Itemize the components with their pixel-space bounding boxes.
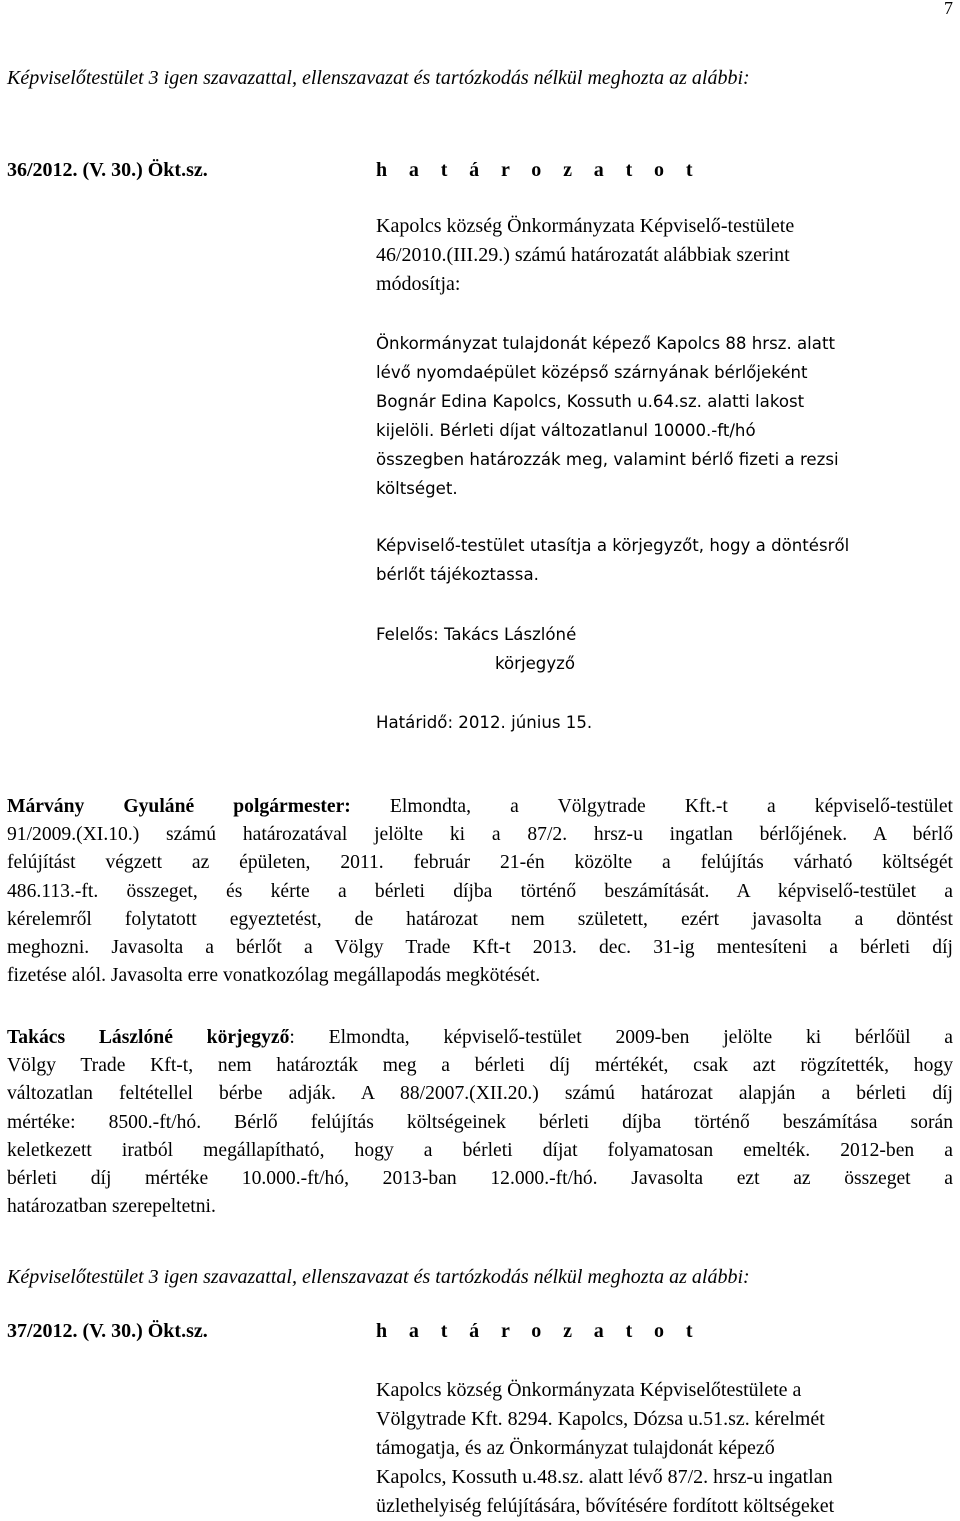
vote-statement: Képviselőtestület 3 igen szavazattal, ellenszavazat és tartózkodás nélkül meghozta az alábbi: <box>7 1266 750 1288</box>
resolution-heading: h a t á r o z a t o t <box>376 1320 701 1342</box>
responsible-person <box>376 620 954 678</box>
body-line: Völgytrade Kft. 8294. Kapolcs, Dózsa u.51.sz. kérelmét <box>376 1408 825 1430</box>
paragraph-line: mértéke: 8500.-ft/hó. Bérlő felújítás költségeinek bérleti díjba történő beszámítása során <box>7 1111 953 1133</box>
speaker-name: Takács Lászlóné körjegyző <box>7 1027 290 1048</box>
body-line: Bognár Edina Kapolcs, Kossuth u.64.sz. alatti lakost <box>376 392 805 411</box>
instruction-line: bérlőt tájékoztassa. <box>376 565 539 584</box>
paragraph-line: Völgy Trade Kft-t, nem határozták meg a bérleti díj mértékét, csak azt rögzítették, hogy <box>7 1055 953 1077</box>
resolution-number: 37/2012. (V. 30.) Ökt.sz. <box>7 1320 208 1342</box>
body-line: támogatja, és az Önkormányzat tulajdonát képező <box>376 1437 775 1459</box>
deadline <box>376 708 954 737</box>
body-line: kijelöli. Bérleti díjat változatlanul 10000.-ft/hó <box>376 421 756 440</box>
body-line: összegben határozzák meg, valamint bérlő fizeti a rezsi <box>376 450 839 469</box>
body-line: lévő nyomdaépület középső szárnyának bérlőjeként <box>376 363 808 382</box>
paragraph-line <box>7 793 953 821</box>
clerk-paragraph <box>7 1024 953 1221</box>
resolution-number: 36/2012. (V. 30.) Ökt.sz. <box>7 159 208 181</box>
responsible-role: körjegyző <box>495 654 576 673</box>
paragraph-line: felújítást végzett az épületen, 2011. február 21-én közölte a felújítás várható költségét <box>7 852 953 874</box>
paragraph-line: meghozni. Javasolta a bérlőt a Völgy Trade Kft-t 2013. dec. 31-ig mentesíteni a bérleti díj <box>7 937 953 959</box>
body-line: üzlethelyiség felújítására, bővítésére fordított költségeket <box>376 1495 835 1517</box>
deadline-text: Határidő: 2012. június 15. <box>376 713 593 732</box>
paragraph-line: bérleti díj mértéke 10.000.-ft/hó, 2013-ban 12.000.-ft/hó. Javasolta ezt az összeget a <box>7 1168 953 1190</box>
page-number: 7 <box>944 0 953 18</box>
intro-line: 46/2010.(III.29.) számú határozatát alábbiak szerint <box>376 244 790 266</box>
paragraph-line: kérelemről folytatott egyeztetést, de határozat nem született, ezért javasolta a döntést <box>7 908 953 930</box>
paragraph-line: keletkezett iratból megállapítható, hogy a bérleti díjat folyamatosan emelték. 2012-ben a <box>7 1139 953 1161</box>
resolution-instruction <box>376 531 954 589</box>
body-line: Önkormányzat tulajdonát képező Kapolcs 88 hrsz. alatt <box>376 334 835 353</box>
paragraph-line: 486.113.-ft. összeget, és kérte a bérleti díjba történő beszámítását. A képviselő-testület a <box>7 880 953 902</box>
paragraph-line: 91/2009.(XI.10.) számú határozatával jelölte ki a 87/2. hrsz-u ingatlan bérlőjének. A bérlő <box>7 824 953 846</box>
resolution-body <box>376 1376 954 1521</box>
vote-statement: Képviselőtestület 3 igen szavazattal, ellenszavazat és tartózkodás nélkül meghozta az alábbi: <box>7 67 750 89</box>
speaker-name: Márvány Gyuláné polgármester: <box>7 796 351 817</box>
body-line: Kapolcs, Kossuth u.48.sz. alatt lévő 87/2. hrsz-u ingatlan <box>376 1466 833 1488</box>
mayor-paragraph <box>7 793 953 990</box>
resolution-body <box>376 329 954 503</box>
intro-line: módosítja: <box>376 273 461 295</box>
paragraph-text: Elmondta, a Völgytrade Kft.-t a képviselő-testület <box>350 796 953 817</box>
paragraph-line: fizetése alól. Javasolta erre vonatkozólag megállapodás megkötését. <box>7 965 541 987</box>
instruction-line: Képviselő-testület utasítja a körjegyzőt, hogy a döntésről <box>376 536 850 555</box>
body-line: költséget. <box>376 479 458 498</box>
paragraph-line: változatlan feltétellel bérbe adják. A 88/2007.(XII.20.) számú határozat alapján a bérleti díj <box>7 1083 953 1105</box>
responsible-label: Felelős: Takács Lászlóné <box>376 625 577 644</box>
resolution-intro <box>376 212 954 299</box>
paragraph-line <box>7 1024 953 1052</box>
paragraph-text: : Elmondta, képviselő-testület 2009-ben jelölte ki bérlőül a <box>289 1027 953 1048</box>
body-line: Kapolcs község Önkormányzata Képviselőtestülete a <box>376 1379 802 1401</box>
paragraph-line: határozatban szerepeltetni. <box>7 1196 216 1218</box>
intro-line: Kapolcs község Önkormányzata Képviselő-testülete <box>376 215 795 237</box>
resolution-heading: h a t á r o z a t o t <box>376 159 701 181</box>
